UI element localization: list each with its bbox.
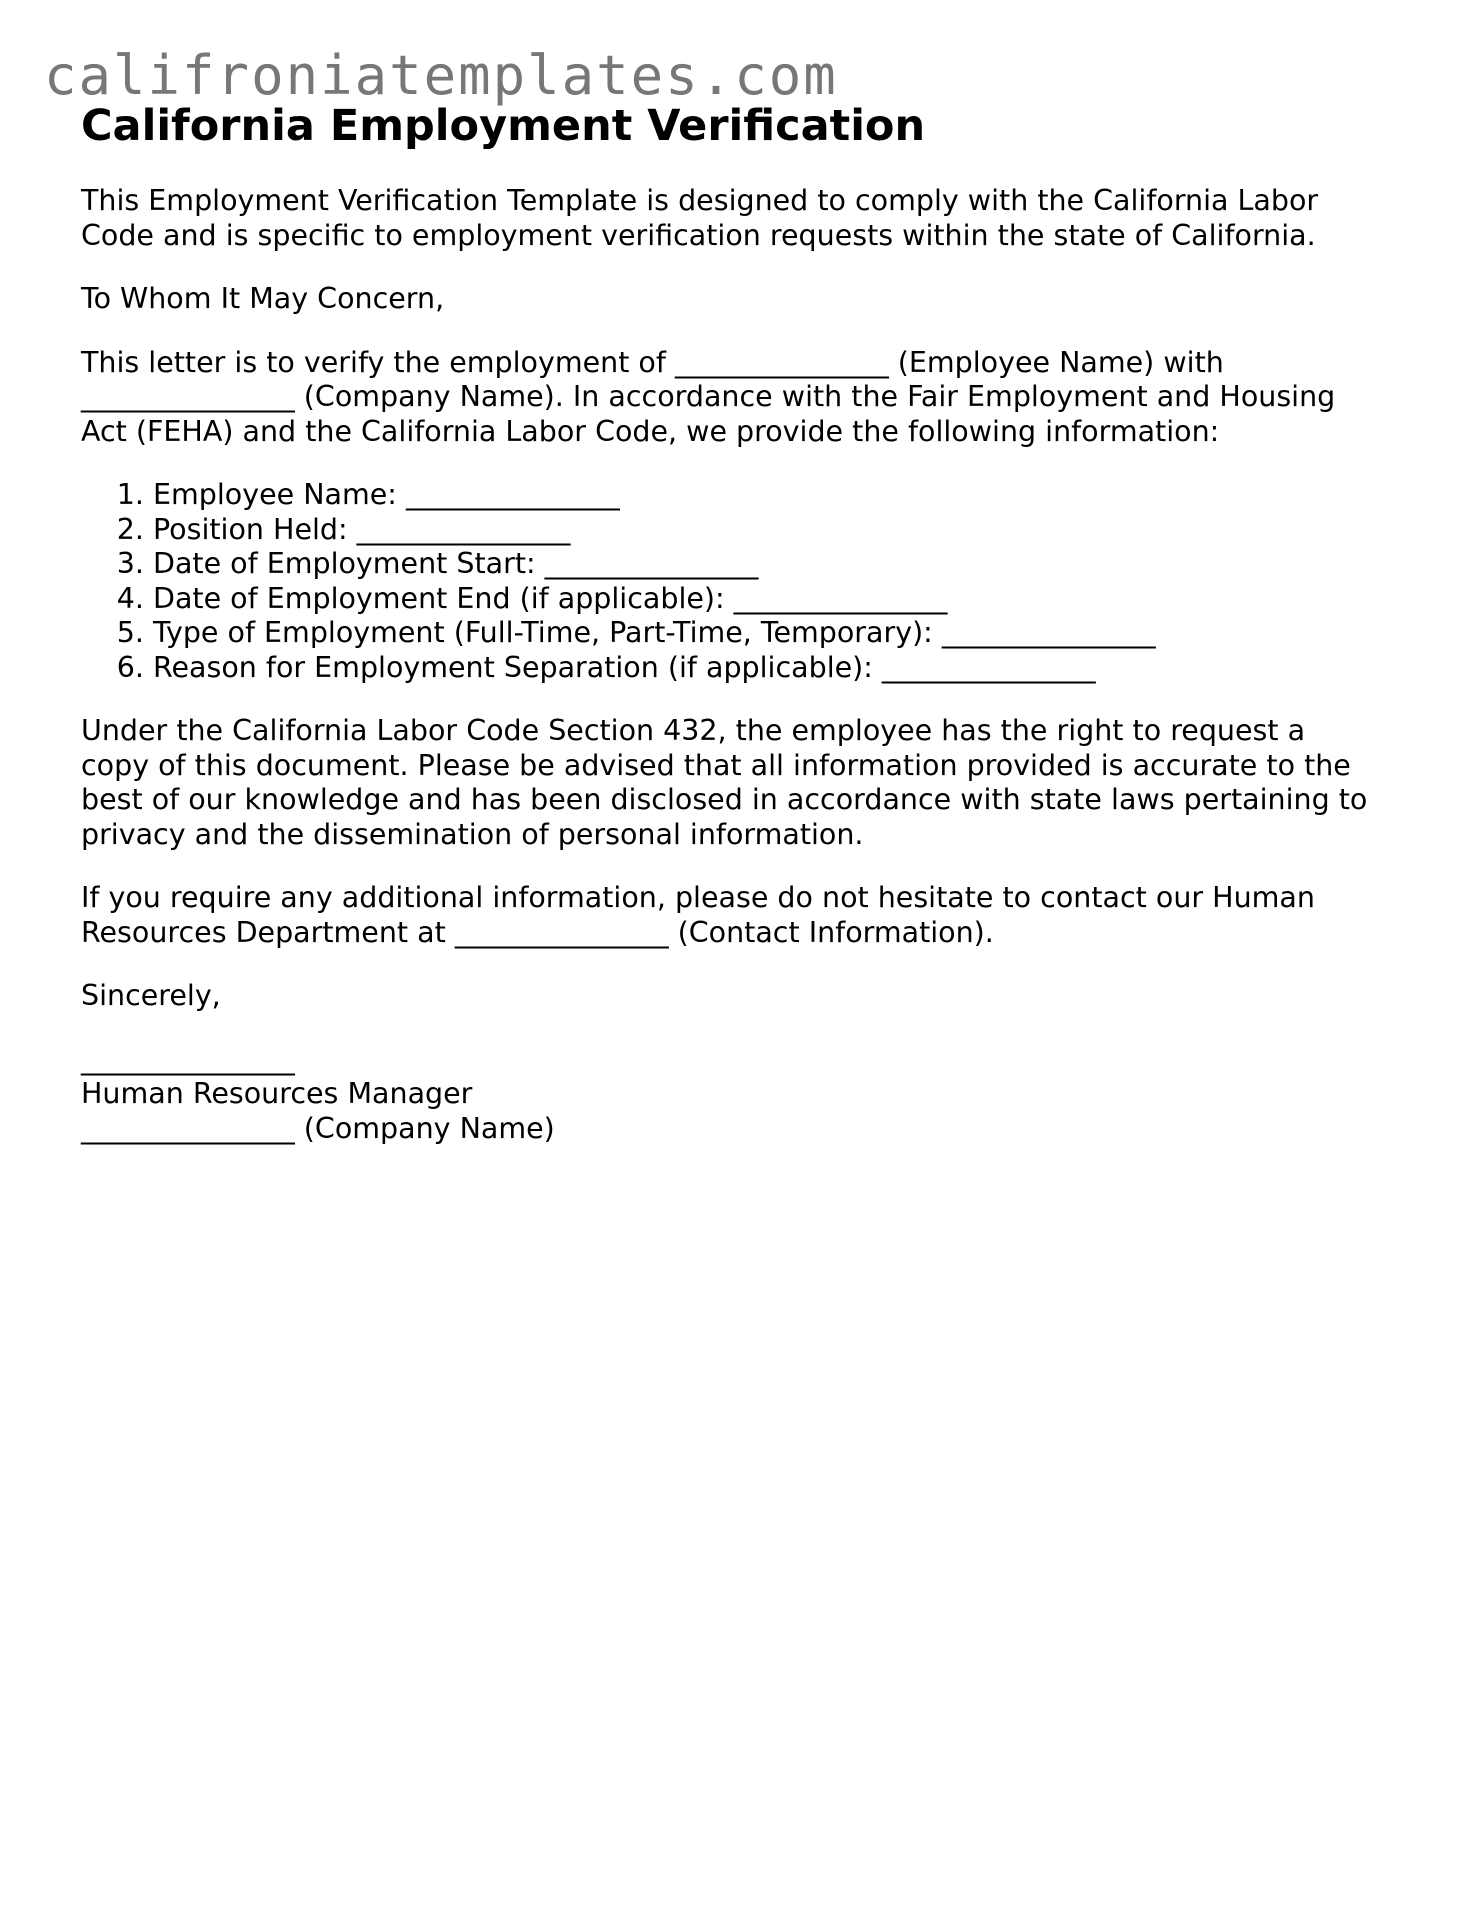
verification-line: Act (FEHA) and the California Labor Code, we provide the following information: xyxy=(81,414,1220,448)
information-list xyxy=(81,478,1411,685)
document-body xyxy=(81,100,1411,1146)
list-item-employee-name: 1. Employee Name: _______________ xyxy=(153,478,1411,513)
closing: Sincerely, xyxy=(81,979,221,1012)
rights-line: copy of this document. Please be advised that all information provided is accurate to the xyxy=(81,748,1351,782)
verification-line: _______________ (Company Name). In accordance with the Fair Employment and Housing xyxy=(81,380,1336,413)
salutation: To Whom It May Concern, xyxy=(81,282,445,315)
list-item-employment-end: 4. Date of Employment End (if applicable): _______________ xyxy=(153,582,1411,617)
contact-line: Resources Department at _______________ (Contact Information). xyxy=(81,915,994,949)
list-item-employment-type: 5. Type of Employment (Full-Time, Part-Time, Temporary): _______________ xyxy=(153,616,1411,651)
rights-line: privacy and the dissemination of personal information. xyxy=(81,817,864,851)
signer-company: _______________ (Company Name) xyxy=(81,1111,555,1145)
rights-paragraph xyxy=(81,714,1411,852)
intro-line: Code and is specific to employment verification requests within the state of California. xyxy=(81,218,1316,252)
rights-line: Under the California Labor Code Section 432, the employee has the right to request a xyxy=(81,714,1306,747)
rights-line: best of our knowledge and has been disclosed in accordance with state laws pertaining to xyxy=(81,783,1368,816)
verification-paragraph xyxy=(81,346,1411,450)
contact-line: If you require any additional information, please do not hesitate to contact our Human xyxy=(81,881,1315,914)
watermark: califroniatemplates.com xyxy=(44,44,838,107)
list-item-position-held: 2. Position Held: _______________ xyxy=(153,513,1411,548)
document-title: California Employment Verification xyxy=(81,101,926,151)
list-item-employment-start: 3. Date of Employment Start: _______________ xyxy=(153,547,1411,582)
contact-paragraph xyxy=(81,881,1411,950)
signature-block xyxy=(81,1043,1411,1147)
signer-title: Human Resources Manager xyxy=(81,1077,473,1110)
signature-line: _______________ xyxy=(81,1042,295,1076)
verification-line: This letter is to verify the employment of _______________ (Employee Name) with xyxy=(81,345,1224,379)
intro-line: This Employment Verification Template is designed to comply with the California Labor xyxy=(81,184,1319,217)
intro-paragraph xyxy=(81,184,1411,253)
list-item-separation-reason: 6. Reason for Employment Separation (if applicable): _______________ xyxy=(153,651,1411,686)
